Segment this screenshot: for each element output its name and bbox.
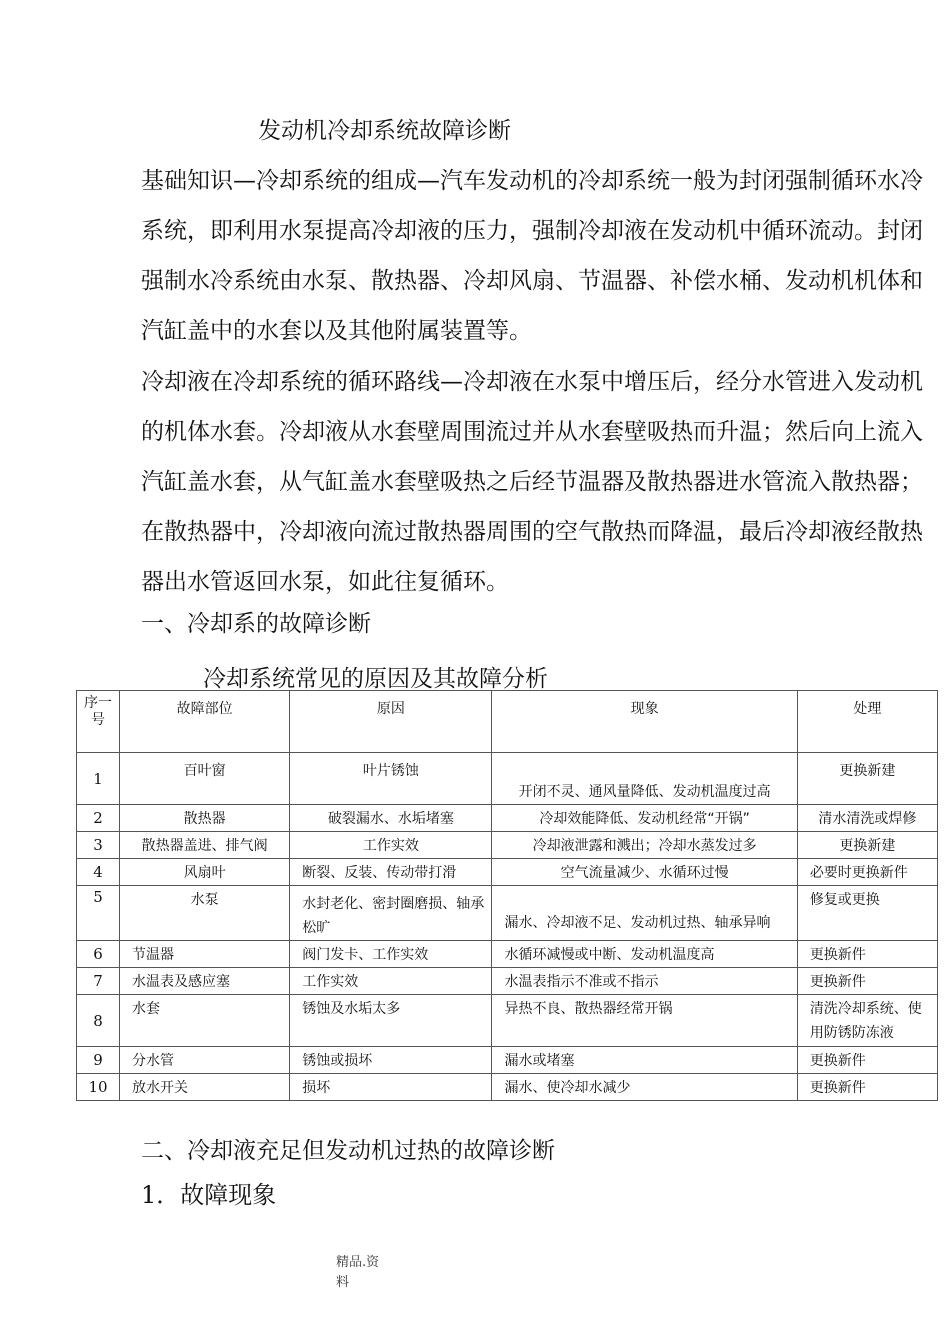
row-symptom: 水循环减慢或中断、发动机温度高 <box>492 941 797 968</box>
row-cause: 断裂、反装、传动带打滑 <box>290 859 492 886</box>
row-action: 更换新建 <box>797 832 937 859</box>
row-action: 必要时更换新件 <box>797 859 937 886</box>
header-part: 故障部位 <box>120 691 290 753</box>
row-symptom: 冷却液泄露和溅出；冷却水蒸发过多 <box>492 832 797 859</box>
subsection-heading: 1．故障现象 <box>141 1181 277 1209</box>
row-cause: 破裂漏水、水垢堵塞 <box>290 805 492 832</box>
section-heading-1: 一、冷却系的故障诊断 <box>141 611 371 637</box>
row-part: 水温表及感应塞 <box>120 968 290 995</box>
row-action: 更换新件 <box>797 941 937 968</box>
row-symptom: 漏水、使冷却水减少 <box>492 1074 797 1101</box>
row-no: 8 <box>77 995 120 1047</box>
row-part: 节温器 <box>120 941 290 968</box>
fault-table <box>76 690 938 1101</box>
row-no: 1 <box>77 753 120 805</box>
row-cause: 叶片锈蚀 <box>290 753 492 805</box>
row-cause: 锈蚀及水垢太多 <box>290 995 492 1047</box>
table-row <box>77 859 938 886</box>
row-symptom: 水温表指示不准或不指示 <box>492 968 797 995</box>
row-cause: 工作实效 <box>290 968 492 995</box>
table-row <box>77 941 938 968</box>
row-part: 水泵 <box>120 886 290 941</box>
row-part: 放水开关 <box>120 1074 290 1101</box>
row-action: 清水清洗或焊修 <box>797 805 937 832</box>
table-row <box>77 1074 938 1101</box>
document-title: 发动机冷却系统故障诊断 <box>258 118 511 144</box>
row-symptom: 漏水、冷却液不足、发动机过热、轴承异响 <box>492 886 797 941</box>
row-cause: 锈蚀或损坏 <box>290 1047 492 1074</box>
table-row <box>77 753 938 805</box>
row-part: 散热器盖进、排气阀 <box>120 832 290 859</box>
row-no: 3 <box>77 832 120 859</box>
row-no: 9 <box>77 1047 120 1074</box>
table-row <box>77 832 938 859</box>
row-action: 更换新件 <box>797 968 937 995</box>
paragraph-basics: 基础知识—冷却系统的组成—汽车发动机的冷却系统一般为封闭强制循环水冷系统，即利用水泵提高冷却液的压力，强制冷却液在发动机中循环流动。封闭强制水冷系统由水泵、散热器、冷却风扇、节温器、补偿水桶、发动机机体和汽缸盖中的水套以及其他附属装置等。 <box>141 168 923 344</box>
row-symptom: 开闭不灵、通风量降低、发动机温度过高 <box>492 753 797 805</box>
paragraph-circulation: 冷却液在冷却系统的循环路线—冷却液在水泵中增压后，经分水管进入发动机的机体水套。冷却液从水套壁周围流过并从水套壁吸热而升温；然后向上流入汽缸盖水套，从气缸盖水套壁吸热之后经节温器及散热器进水管流入散热器；在散热器中，冷却液向流过散热器周围的空气散热而降温，最后冷却液经散热器出水管返回水泵，如此往复循环。 <box>141 369 923 595</box>
row-no: 7 <box>77 968 120 995</box>
row-no: 5 <box>77 886 120 941</box>
row-symptom: 漏水或堵塞 <box>492 1047 797 1074</box>
row-part: 百叶窗 <box>120 753 290 805</box>
row-action: 清洗冷却系统、使用防锈防冻液 <box>797 995 937 1047</box>
header-action: 处理 <box>797 691 937 753</box>
header-cause: 原因 <box>290 691 492 753</box>
table-row <box>77 805 938 832</box>
row-part: 风扇叶 <box>120 859 290 886</box>
row-no: 6 <box>77 941 120 968</box>
row-action: 更换新件 <box>797 1074 937 1101</box>
section-heading-2: 二、冷却液充足但发动机过热的故障诊断 <box>141 1138 555 1164</box>
header-no: 序一号 <box>77 691 120 753</box>
row-part: 散热器 <box>120 805 290 832</box>
row-cause: 水封老化、密封圈磨损、轴承松旷 <box>290 886 492 941</box>
row-action: 修复或更换 <box>797 886 937 941</box>
table-row <box>77 1047 938 1074</box>
header-symptom: 现象 <box>492 691 797 753</box>
table-row <box>77 886 938 941</box>
row-no: 10 <box>77 1074 120 1101</box>
row-no: 4 <box>77 859 120 886</box>
row-symptom: 异热不良、散热器经常开锅 <box>492 995 797 1047</box>
row-no: 2 <box>77 805 120 832</box>
row-symptom: 空气流量减少、水循环过慢 <box>492 859 797 886</box>
row-cause: 工作实效 <box>290 832 492 859</box>
footer-watermark: 精品.资料 <box>336 1255 380 1290</box>
row-action: 更换新建 <box>797 753 937 805</box>
table-row <box>77 995 938 1047</box>
row-part: 分水管 <box>120 1047 290 1074</box>
table-caption: 冷却系统常见的原因及其故障分析 <box>203 666 548 692</box>
row-cause: 阀门发卡、工作实效 <box>290 941 492 968</box>
row-part: 水套 <box>120 995 290 1047</box>
row-symptom: 冷却效能降低、发动机经常“开锅” <box>492 805 797 832</box>
row-action: 更换新件 <box>797 1047 937 1074</box>
table-row <box>77 968 938 995</box>
row-cause: 损坏 <box>290 1074 492 1101</box>
table-header-row <box>77 691 938 753</box>
